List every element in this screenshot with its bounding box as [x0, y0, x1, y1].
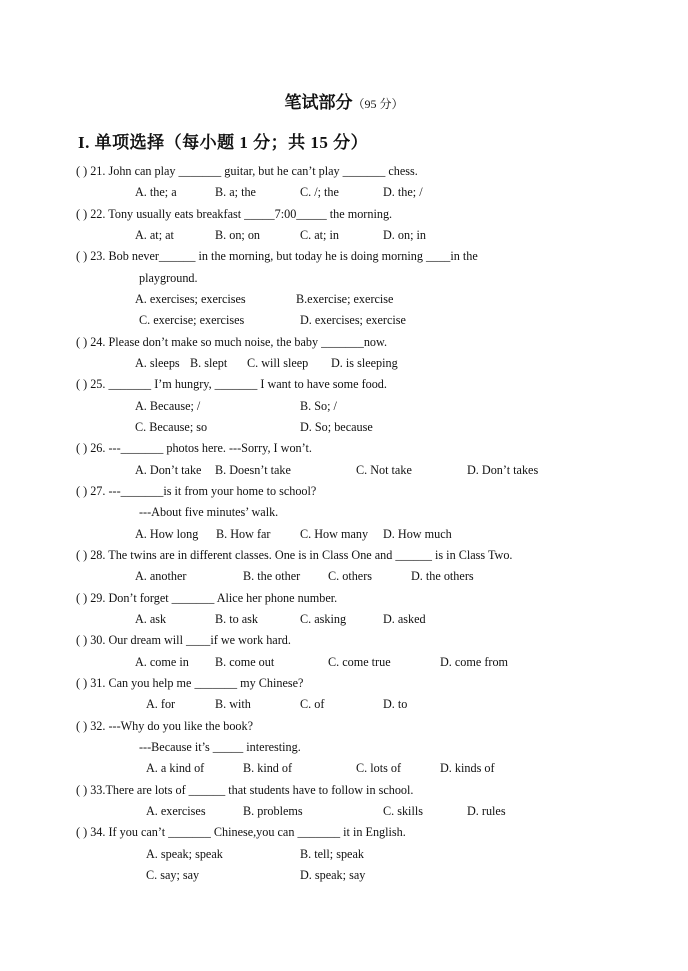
question-stem: ( ) 28. The twins are in different classes. One is in Class One and ______ is in Class Two. — [76, 548, 513, 562]
question-stem: ( ) 26. ---_______ photos here. ---Sorry, I won’t. — [76, 441, 312, 455]
option: D. to — [383, 697, 408, 711]
option: A. the; a — [135, 185, 177, 199]
option: D. speak; say — [300, 868, 366, 882]
option: D. Don’t takes — [467, 463, 539, 477]
option: C. say; say — [146, 868, 200, 882]
option: C. Not take — [356, 463, 412, 477]
title-points: （95 分） — [352, 97, 404, 111]
option: C. /; the — [300, 185, 339, 199]
question-stem: ( ) 29. Don’t forget _______ Alice her phone number. — [76, 591, 338, 605]
option: C. at; in — [300, 228, 339, 242]
option: D. How much — [383, 527, 452, 541]
option: D. kinds of — [440, 761, 495, 775]
option: D. the others — [411, 569, 474, 583]
option: A. a kind of — [146, 761, 205, 775]
option: B.exercise; exercise — [296, 292, 394, 306]
question-stem: ( ) 24. Please don’t make so much noise, the baby _______now. — [76, 335, 388, 349]
question-stem: ( ) 30. Our dream will ____if we work hard. — [76, 633, 291, 647]
option: B. with — [215, 697, 251, 711]
option: C. lots of — [356, 761, 402, 775]
question-stem: ( ) 23. Bob never______ in the morning, but today he is doing morning ____in the — [76, 249, 478, 263]
option: D. exercises; exercise — [300, 313, 406, 327]
question-continuation: ---Because it’s _____ interesting. — [139, 740, 301, 754]
option: A. another — [135, 569, 187, 583]
option: B. on; on — [215, 228, 261, 242]
question-stem: ( ) 25. _______ I’m hungry, _______ I want to have some food. — [76, 377, 387, 391]
question-continuation: playground. — [139, 271, 198, 285]
section-heading: I. 单项选择（每小题 1 分；共 15 分） — [78, 133, 369, 152]
option: C. come true — [328, 655, 391, 669]
option: B. a; the — [215, 185, 256, 199]
option: B. kind of — [243, 761, 293, 775]
option: A. Because; / — [135, 399, 201, 413]
option: A. for — [146, 697, 176, 711]
question-stem: ( ) 22. Tony usually eats breakfast _____7:00_____ the morning. — [76, 207, 393, 221]
option: B. the other — [243, 569, 301, 583]
option: B. Doesn’t take — [215, 463, 291, 477]
option: A. at; at — [135, 228, 174, 242]
option: B. come out — [215, 655, 275, 669]
option: B. tell; speak — [300, 847, 364, 861]
option: C. will sleep — [247, 356, 309, 370]
option: C. exercise; exercises — [139, 313, 245, 327]
option: B. problems — [243, 804, 303, 818]
option: C. skills — [383, 804, 423, 818]
option: C. of — [300, 697, 325, 711]
option: A. sleeps — [135, 356, 180, 370]
option: D. is sleeping — [331, 356, 398, 370]
page-title: 笔试部分（95 分） — [284, 93, 404, 112]
option: D. So; because — [300, 420, 373, 434]
option: A. exercises — [146, 804, 206, 818]
option: C. asking — [300, 612, 347, 626]
question-stem: ( ) 33.There are lots of ______ that students have to follow in school. — [76, 783, 414, 797]
option: B. So; / — [300, 399, 337, 413]
option: D. asked — [383, 612, 426, 626]
option: D. come from — [440, 655, 509, 669]
option: A. How long — [135, 527, 199, 541]
option: D. rules — [467, 804, 506, 818]
question-stem: ( ) 21. John can play _______ guitar, but he can’t play _______ chess. — [76, 164, 418, 178]
question-stem: ( ) 31. Can you help me _______ my Chinese? — [76, 676, 304, 690]
option: A. ask — [135, 612, 167, 626]
option: D. on; in — [383, 228, 426, 242]
option: A. Don’t take — [135, 463, 202, 477]
option: C. Because; so — [135, 420, 208, 434]
question-stem: ( ) 27. ---_______is it from your home to school? — [76, 484, 317, 498]
question-continuation: ---About five minutes’ walk. — [139, 505, 279, 519]
option: B. How far — [216, 527, 271, 541]
option: C. How many — [300, 527, 369, 541]
question-stem: ( ) 32. ---Why do you like the book? — [76, 719, 254, 733]
option: A. come in — [135, 655, 189, 669]
option: A. exercises; exercises — [135, 292, 246, 306]
option: A. speak; speak — [146, 847, 223, 861]
option: D. the; / — [383, 185, 423, 199]
question-stem: ( ) 34. If you can’t _______ Chinese,you can _______ it in English. — [76, 825, 406, 839]
option: C. others — [328, 569, 373, 583]
option: B. to ask — [215, 612, 258, 626]
option: B. slept — [190, 356, 228, 370]
